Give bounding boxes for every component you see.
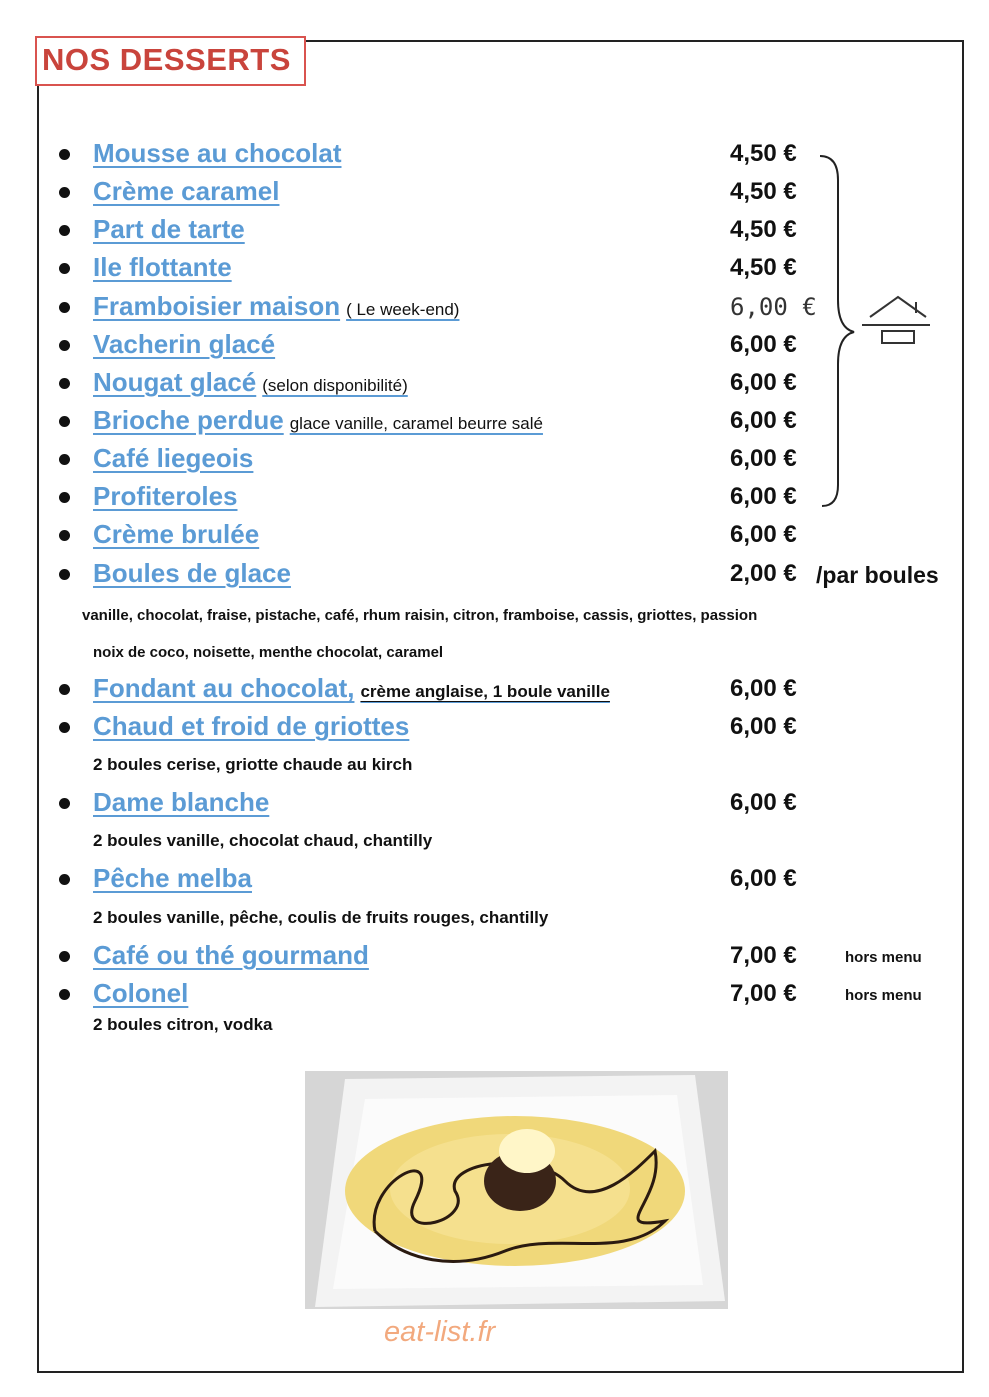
bullet-icon <box>59 492 70 503</box>
item-description: 2 boules vanille, pêche, coulis de fruits rouges, chantilly <box>93 908 549 927</box>
item-note: ( Le week-end) <box>346 300 460 319</box>
item-name: Crème brulée <box>93 519 260 549</box>
ice-flavors-line2: noix de coco, noisette, menthe chocolat, caramel <box>93 644 444 661</box>
bullet-icon <box>59 340 70 351</box>
bullet-icon <box>59 454 70 465</box>
item-description: 2 boules vanille, chocolat chaud, chantilly <box>93 831 433 850</box>
item-name: Mousse au chocolat <box>93 138 342 168</box>
list-item <box>0 863 989 899</box>
item-price: 6,00 € <box>730 293 817 321</box>
bullet-icon <box>59 378 70 389</box>
bullet-icon <box>59 149 70 160</box>
item-name: Pêche melba <box>93 863 252 893</box>
item-name <box>93 291 459 322</box>
hors-menu-label: hors menu <box>845 987 922 1004</box>
item-name: Profiteroles <box>93 481 238 511</box>
item-price: 6,00 € <box>730 865 797 892</box>
item-name <box>93 367 408 398</box>
list-item <box>0 787 989 823</box>
item-name-text: Nougat glacé <box>93 367 257 397</box>
item-price: 2,00 € <box>730 560 797 587</box>
item-price: 4,50 € <box>730 254 797 281</box>
item-name <box>93 673 610 704</box>
item-price: 6,00 € <box>730 331 797 358</box>
item-name-text: Fondant au chocolat, <box>93 673 355 703</box>
bullet-icon <box>59 569 70 580</box>
item-note: (selon disponibilité) <box>262 376 408 395</box>
item-name: Vacherin glacé <box>93 329 276 359</box>
bullet-icon <box>59 416 70 427</box>
item-name-text: Framboisier maison <box>93 291 341 321</box>
list-item <box>0 558 989 594</box>
dessert-illustration <box>305 1071 728 1309</box>
item-price: 7,00 € <box>730 942 797 969</box>
item-name: Boules de glace <box>93 558 291 588</box>
item-price: 7,00 € <box>730 980 797 1007</box>
list-item <box>0 978 989 1014</box>
hors-menu-label: hors menu <box>845 949 922 966</box>
dessert-photo <box>305 1071 728 1309</box>
item-name: Part de tarte <box>93 214 245 244</box>
item-name: Chaud et froid de griottes <box>93 711 410 741</box>
ice-flavors-line1: vanille, chocolat, fraise, pistache, café, rhum raisin, citron, framboise, cassis, griottes, passion <box>82 607 758 624</box>
price-suffix: /par boules <box>816 562 939 588</box>
bullet-icon <box>59 263 70 274</box>
item-price: 6,00 € <box>730 789 797 816</box>
item-name: Ile flottante <box>93 252 232 282</box>
item-name-text: Brioche perdue <box>93 405 284 435</box>
list-item <box>0 519 989 555</box>
bullet-icon <box>59 187 70 198</box>
item-name: Crème caramel <box>93 176 280 206</box>
bullet-icon <box>59 722 70 733</box>
bullet-icon <box>59 874 70 885</box>
bullet-icon <box>59 225 70 236</box>
bullet-icon <box>59 684 70 695</box>
item-note: crème anglaise, 1 boule vanille <box>360 682 610 701</box>
list-item <box>0 940 989 976</box>
bullet-icon <box>59 951 70 962</box>
item-name: Café liegeois <box>93 443 254 473</box>
item-price: 6,00 € <box>730 445 797 472</box>
bullet-icon <box>59 530 70 541</box>
item-description: 2 boules cerise, griotte chaude au kirch <box>93 755 413 774</box>
item-name: Dame blanche <box>93 787 270 817</box>
item-price: 6,00 € <box>730 369 797 396</box>
item-price: 6,00 € <box>730 407 797 434</box>
item-price: 4,50 € <box>730 178 797 205</box>
item-description: 2 boules citron, vodka <box>93 1015 273 1034</box>
watermark: eat-list.fr <box>384 1316 496 1348</box>
item-price: 4,50 € <box>730 216 797 243</box>
item-note: glace vanille, caramel beurre salé <box>289 414 543 433</box>
item-price: 6,00 € <box>730 483 797 510</box>
item-price: 4,50 € <box>730 140 797 167</box>
list-item <box>0 711 989 747</box>
item-price: 6,00 € <box>730 675 797 702</box>
item-price: 6,00 € <box>730 521 797 548</box>
bullet-icon <box>59 302 70 313</box>
item-name <box>93 405 543 436</box>
item-name: Colonel <box>93 978 189 1008</box>
list-item <box>0 673 989 709</box>
house-icon <box>860 293 932 349</box>
item-price: 6,00 € <box>730 713 797 740</box>
page-title: NOS DESSERTS <box>42 42 291 77</box>
bullet-icon <box>59 989 70 1000</box>
bullet-icon <box>59 798 70 809</box>
item-name: Café ou thé gourmand <box>93 940 369 970</box>
